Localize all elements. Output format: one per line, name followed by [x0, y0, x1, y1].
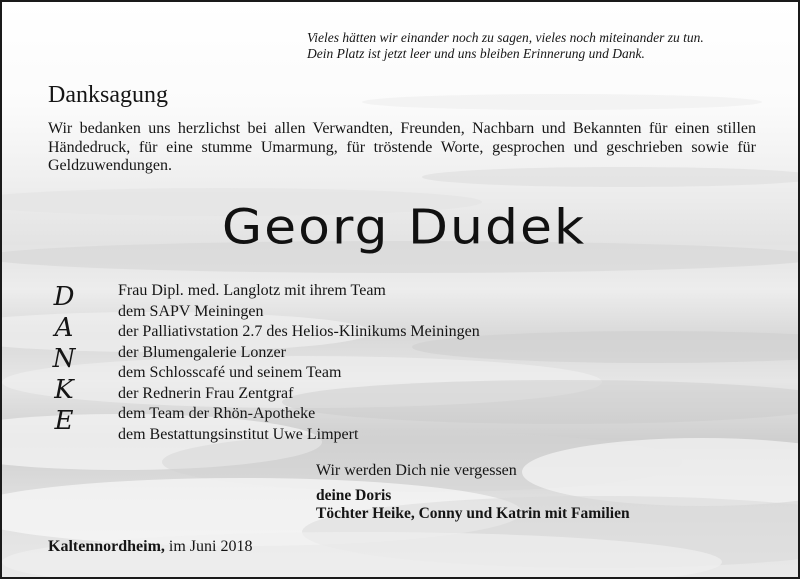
list-item: der Blumengalerie Lonzer	[118, 343, 286, 361]
epigraph-line-2: Dein Platz ist jetzt leer und uns bleiben Erinnerung und Dank.	[307, 46, 645, 61]
place-date	[48, 538, 252, 556]
intro-paragraph: Wir bedanken uns herzlichst bei allen Verwandten, Freunden, Nachbarn und Bekannten für einen stillen Händedruck, für eine stumme Umarmung, für tröstende Worte, gesprochen und geschrieben sowie für Geldzuwendungen.	[48, 120, 756, 174]
deceased-name: Georg Dudek	[221, 200, 587, 256]
list-item: dem Schlosscafé und seinem Team	[118, 364, 342, 381]
list-item: der Palliativstation 2.7 des Helios-Klinikums Meiningen	[118, 323, 480, 340]
list-item: dem Bestattungsinstitut Uwe Limpert	[118, 425, 359, 443]
closing-line: Wir werden Dich nie vergessen	[316, 462, 517, 479]
epigraph-line-1: Vieles hätten wir einander noch zu sagen, vieles noch miteinander zu tun.	[307, 30, 704, 45]
epigraph	[307, 30, 704, 62]
danke-letter: D	[53, 282, 75, 312]
danke-letter: N	[52, 344, 76, 374]
date: im Juni 2018	[168, 538, 253, 555]
heading: Danksagung	[48, 82, 168, 108]
list-item: dem Team der Rhön-Apotheke	[118, 405, 316, 422]
signature-line-2: Töchter Heike, Conny und Katrin mit Familien	[316, 504, 630, 522]
thanks-list	[118, 281, 480, 445]
danke-vertical	[46, 282, 82, 437]
list-item: Frau Dipl. med. Langlotz mit ihrem Team	[118, 282, 386, 299]
danke-letter: K	[54, 375, 74, 405]
list-item: dem SAPV Meiningen	[118, 302, 264, 320]
danke-letter: E	[54, 406, 74, 436]
danke-letter: A	[54, 313, 74, 343]
list-item: der Rednerin Frau Zentgraf	[118, 384, 294, 402]
signature	[316, 487, 630, 522]
signature-line-1: deine Doris	[316, 487, 392, 504]
place: Kaltennordheim,	[48, 538, 165, 555]
